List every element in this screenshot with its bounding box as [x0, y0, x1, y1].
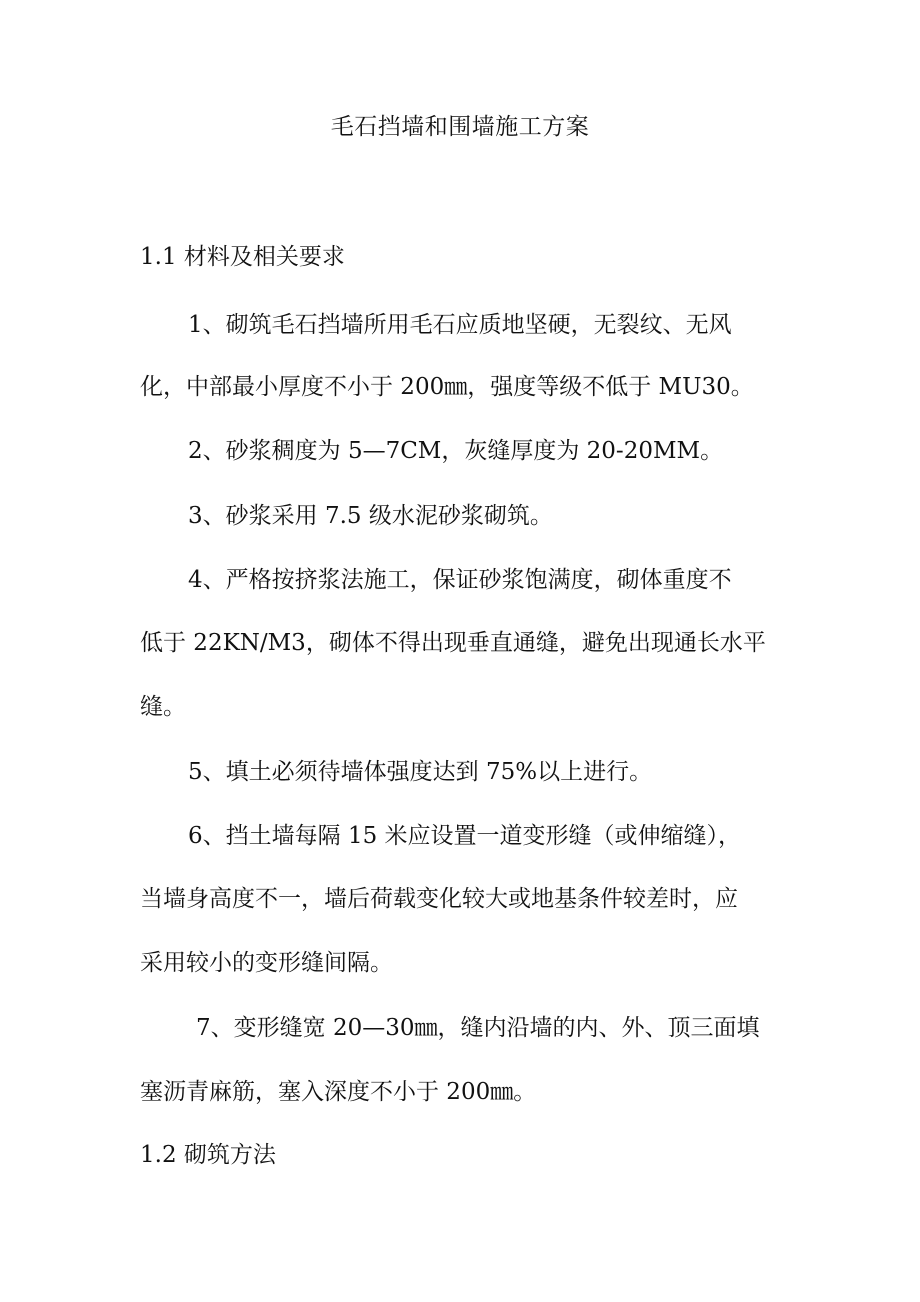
item-1-line-2: 化，中部最小厚度不小于 200㎜，强度等级不低于 MU30。	[140, 374, 754, 400]
item-7-line-1: 7、变形缝宽 20—30㎜，缝内沿墙的内、外、顶三面填	[196, 1015, 760, 1041]
item-6-line-3: 采用较小的变形缝间隔。	[140, 950, 393, 976]
item-3: 3、砂浆采用 7.5 级水泥砂浆砌筑。	[188, 503, 553, 529]
item-4-line-3: 缝。	[140, 694, 186, 720]
section-heading-1-1: 1.1 材料及相关要求	[140, 244, 345, 270]
section-heading-1-2: 1.2 砌筑方法	[140, 1142, 276, 1168]
item-2: 2、砂浆稠度为 5—7CM，灰缝厚度为 20-20MM。	[188, 438, 724, 464]
item-1-line-1: 1、砌筑毛石挡墙所用毛石应质地坚硬，无裂纹、无风	[188, 312, 732, 338]
item-4-line-2: 低于 22KN/M3，砌体不得出现垂直通缝，避免出现通长水平	[140, 630, 766, 656]
item-5: 5、填土必须待墙体强度达到 75%以上进行。	[188, 759, 653, 785]
item-6-line-1: 6、挡土墙每隔 15 米应设置一道变形缝（或伸缩缝），	[188, 823, 742, 849]
document-title: 毛石挡墙和围墙施工方案	[330, 114, 590, 140]
item-4-line-1: 4、严格按挤浆法施工，保证砂浆饱满度，砌体重度不	[188, 567, 732, 593]
item-7-line-2: 塞沥青麻筋，塞入深度不小于 200㎜。	[140, 1079, 537, 1105]
item-6-line-2: 当墙身高度不一，墙后荷载变化较大或地基条件较差时，应	[140, 886, 738, 912]
